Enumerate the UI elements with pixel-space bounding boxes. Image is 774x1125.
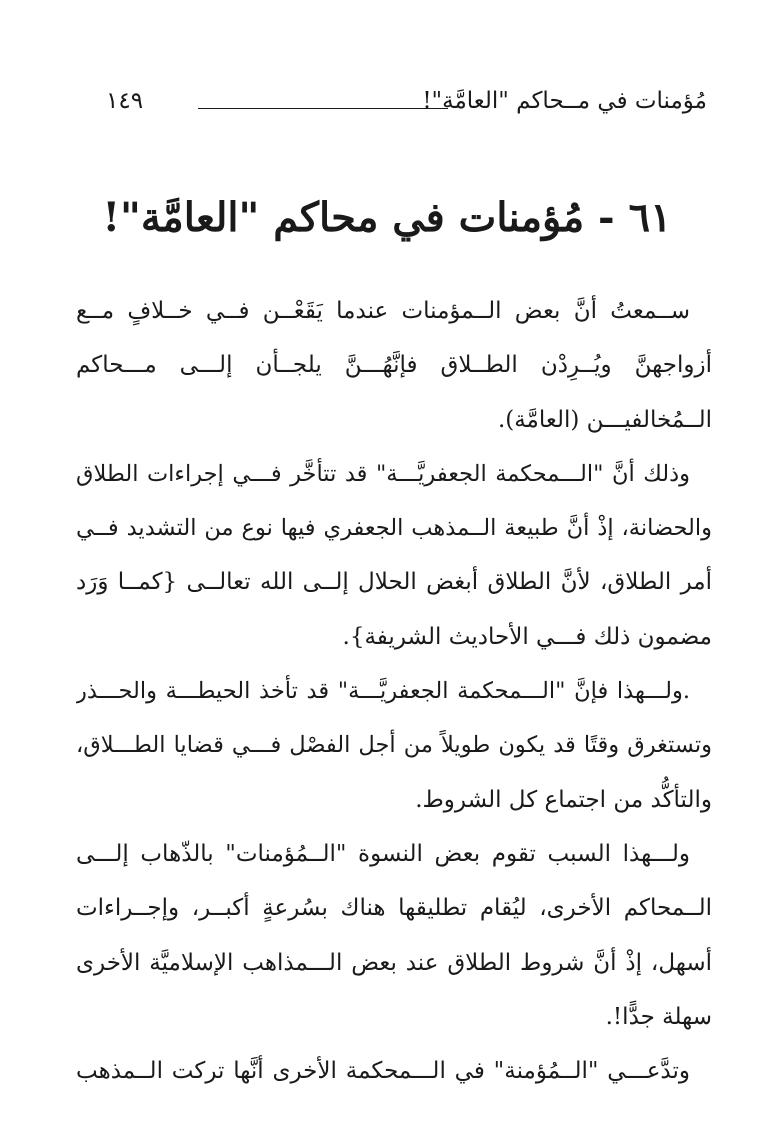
text-line: مضمون ذلك فـــي الأحاديث الشريفة}. (342, 623, 712, 650)
text-line: أمر الطلاق، لأنَّ الطلاق أبغض الحلال إلــى الله تعالــى {كمــا وَرَد (76, 569, 712, 596)
body-text (76, 284, 712, 1098)
text-line: .ولـــهذا فإنَّ "الـــمحكمة الجعفريَّـــة" قد تأخذ الحيطـــة والحـــذر (76, 678, 690, 705)
text-line: أسهل، إذْ أنَّ شروط الطلاق عند بعض الـــمذاهب الإسلاميَّة الأخرى (76, 949, 712, 976)
running-title: مُؤمنات في مــحاكم "العامَّة"! (422, 88, 707, 114)
paragraph-3 (76, 664, 712, 827)
chapter-title: ٦١ - مُؤمنات في محاكم "العامَّة"! (102, 194, 672, 241)
text-line: والحضانة، إذْ أنَّ طبيعة الــمذهب الجعفري فيها نوع من التشديد فــي (76, 515, 712, 542)
text-line: سهلة جدًّا!. (605, 1003, 712, 1030)
text-line: ســمعتُ أنَّ بعض الــمؤمنات عندما يَقَعْــن فــي خــلافٍ مــع (76, 298, 690, 324)
text-line: وذلك أنَّ "الـــمحكمة الجعفريَّـــة" قد تتأخَّر فـــي إجراءات الطلاق (76, 460, 690, 487)
header-rule (198, 108, 448, 109)
text-line: ولـــهذا السبب تقوم بعض النسوة "الــمُؤمنات" بالذّهاب إلـــى (76, 840, 690, 867)
paragraph-1 (76, 284, 712, 447)
running-header (92, 86, 707, 120)
paragraph-5 (76, 1044, 712, 1098)
paragraph-2 (76, 447, 712, 664)
text-line: وتدَّعـــي "الــمُؤمنة" في الـــمحكمة الأخرى أنَّها تركت الــمذهب (76, 1058, 690, 1085)
text-line: الــمحاكم الأخرى، ليُقام تطليقها هناك بسُرعةٍ أكبــر، وإجــراءات (76, 895, 712, 922)
text-line: وتستغرق وقتًا قد يكون طويلاً من أجل الفصْل فـــي قضايا الطـــلاق، (76, 732, 712, 759)
paragraph-4 (76, 827, 712, 1044)
page-number: ١٤٩ (106, 88, 144, 114)
text-line: الــمُخالفيـــن (العامَّة). (497, 406, 712, 433)
text-line: والتأكُّد من اجتماع كل الشروط. (415, 786, 712, 813)
text-line: أزواجهنَّ ويُــرِدْن الطــلاق فإنَّهُـــنَّ يلجــأن إلـــى مـــحاكم (76, 352, 712, 379)
